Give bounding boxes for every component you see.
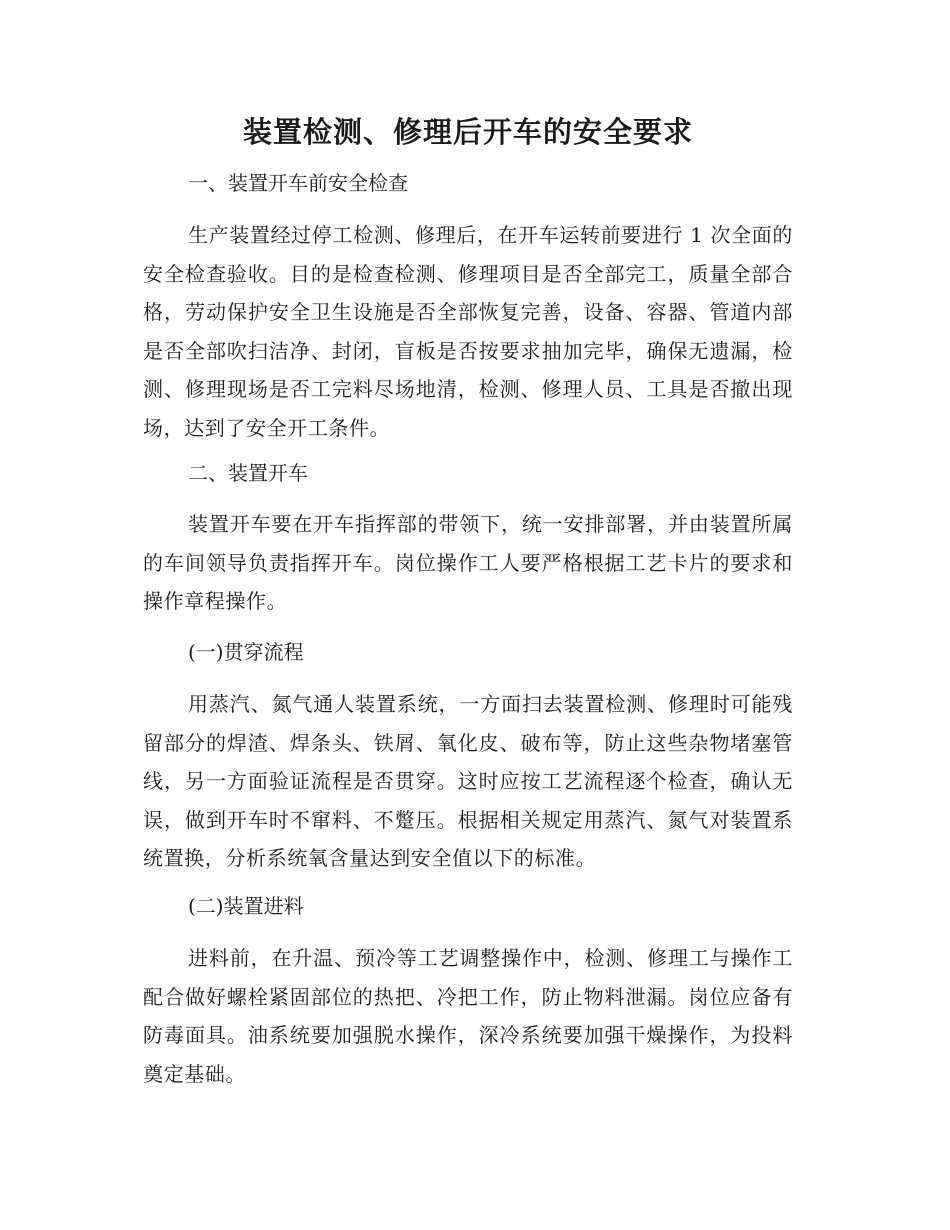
paragraph-unit-feeding: 进料前，在升温、预冷等工艺调整操作中，检测、修理工与操作工配合做好螺栓紧固部位的热把、冷把工作，防止物料泄漏。岗位应备有防毒面具。油系统要加强脱水操作，深冷系统要加强干燥操作，为投料奠定基础。 [143, 946, 793, 1086]
section-heading-pre-start-check: 一、装置开车前安全检查 [188, 171, 408, 195]
section-heading-unit-startup: 二、装置开车 [188, 461, 308, 485]
paragraph-pre-start-check: 生产装置经过停工检测、修理后，在开车运转前要进行 1 次全面的安全检查验收。目的是检查检测、修理项目是否全部完工，质量全部合格，劳动保护安全卫生设施是否全部恢复完善，设备、容器、管道内部是否全部吹扫洁净、封闭，盲板是否按要求抽加完毕，确保无遗漏，检测、修理现场是否工完料尽场地清，检测、修理人员、工具是否撤出现场，达到了安全开工条件。 [143, 223, 793, 440]
document-title: 装置检测、修理后开车的安全要求 [242, 115, 693, 149]
subsection-heading-unit-feeding: (二)装置进料 [188, 894, 304, 918]
paragraph-flow-through: 用蒸汽、氮气通人装置系统，一方面扫去装置检测、修理时可能残留部分的焊渣、焊条头、铁屑、氧化皮、破布等，防止这些杂物堵塞管线，另一方面验证流程是否贯穿。这时应按工艺流程逐个检查，确认无误，做到开车时不窜料、不蹩压。根据相关规定用蒸汽、氮气对装置系统置换，分析系统氧含量达到安全值以下的标准。 [143, 692, 793, 871]
paragraph-unit-startup: 装置开车要在开车指挥部的带领下，统一安排部署，并由装置所属的车间领导负责指挥开车。岗位操作工人要严格根据工艺卡片的要求和操作章程操作。 [143, 512, 793, 614]
subsection-heading-flow-through: (一)贯穿流程 [188, 640, 304, 664]
